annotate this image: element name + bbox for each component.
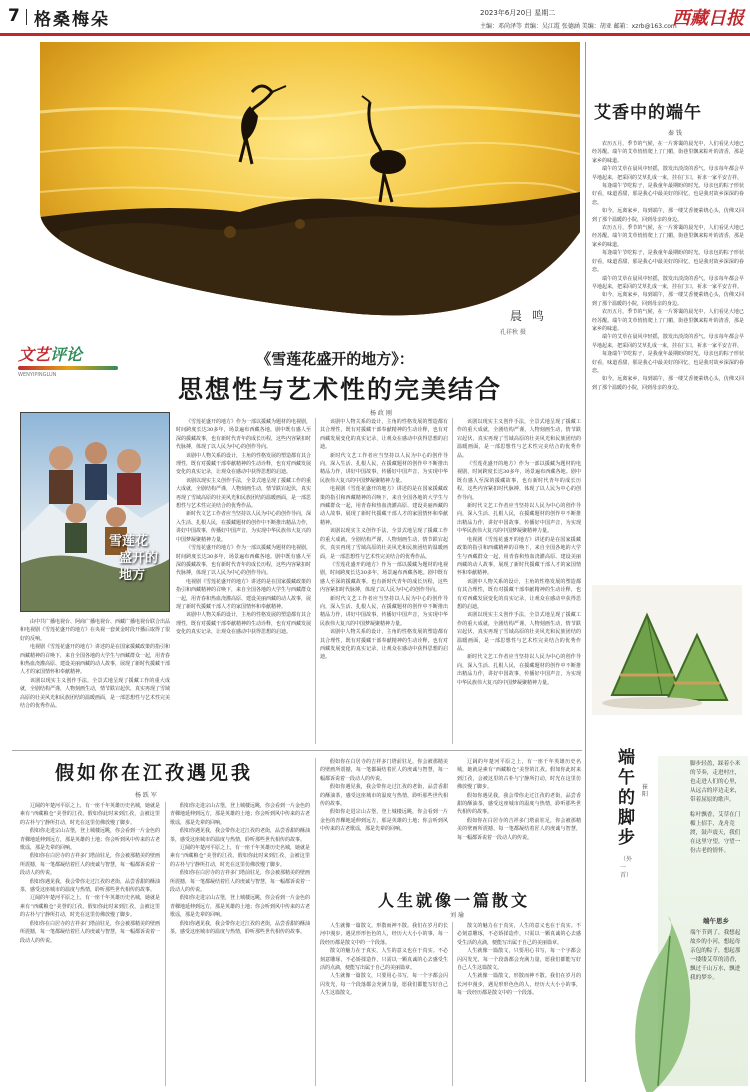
article2-title: 假如你在江孜遇见我 xyxy=(55,762,254,784)
article2-paragraph: 假如你走进宗山古堡，登上城楼远眺，你会看到一片金色的青稞地延伸到远方，那是英雄的土地；你会听到风中传来的古老歌谣，那是先辈的回响。 xyxy=(320,809,448,833)
article2-paragraph: 假如你在白居寺的吉祥多门塔前驻足，你会被那精美的壁画所震撼，每一笔都凝结着匠人的虔诚与智慧，每一幅都诉说着一段动人的传说。 xyxy=(170,870,310,894)
article1-paragraph: 电视剧《雪莲花盛开的地方》讲述的是在国家援藏政策的指引和西藏精神的召唤下，来自全国各地的大学生与西藏群众一起，用青春和热血浇灌高原、建设美丽西藏的动人故事，展现了新时代援藏干部人才的家国情怀和奉献精神。 xyxy=(457,536,581,577)
page-number: 7 xyxy=(8,6,20,26)
right-article-paragraph: 如今，远离家乡，每到端午，那一缕艾香便萦绕心头，仿佛又回到了那个温暖的小院，回到母亲的身边。 xyxy=(592,292,744,307)
article3-author: 刘 瑜 xyxy=(450,912,464,919)
article3-title: 人生就像一篇散文 xyxy=(378,891,531,910)
right-article-paragraph: 农历五月，季节的气候，在一片雾霭的晨光中，人们看见大地已经苏醒。端午的艾草悄悄爬上了门楣，街巷里飘来粽叶的清香，那是家乡的味道。 xyxy=(592,141,744,164)
issue-date: 2023年6月20日 星期二 xyxy=(480,9,556,17)
article3-column-1 xyxy=(320,922,448,1086)
poem-stanza: 脚步轻盈，踩着小米的节奏，走进村庄，也走进人们的心里，从远古的岸边走来，带着屈原的歌声。 xyxy=(690,761,741,803)
poem-author: 崔 阳 xyxy=(642,784,649,798)
section-rule xyxy=(12,750,582,751)
article1-paragraph: 新时代文艺工作者应当坚持以人民为中心的创作导向，深入生活、扎根人民，在援藏题材的创作中不断推出精品力作，讲好中国故事，传播好中国声音，为实现中华民族伟大复兴的中国梦凝聚精神力量。 xyxy=(320,452,448,484)
poster-title xyxy=(109,533,169,584)
article2-paragraph: 假如你走进宗山古堡，登上城楼远眺，你会看到一片金色的青稞地延伸到远方，那是英雄的土地；你会听到风中传来的古老歌谣，那是先辈的回响。 xyxy=(20,828,160,852)
poem-second-title: 端午思乡 xyxy=(703,917,729,925)
column-logo-pinglun: 评论 xyxy=(50,345,83,364)
article3-paragraph: 散文的魅力在于真实，人生的意义也在于真实。不必刻意雕琢，不必矫揉造作，只需以一颗真诚的心去感受生活的点滴，便能写出属于自己的美丽篇章。 xyxy=(320,948,448,972)
poster-title-line1: 雪莲花 xyxy=(109,534,149,549)
article2-column-2 xyxy=(170,802,310,1086)
right-article-paragraph: 端午的艾草在晨风中轻摇，散发出淡淡的香气。母亲每年都会早早地起来，把采回的艾草扎成一束，挂在门口，祈求一家平安吉祥。 xyxy=(592,275,744,290)
article-headline: 思想性与艺术性的完美结合 xyxy=(177,375,502,404)
right-article-paragraph: 农历五月，季节的气候，在一片雾霭的晨光中，人们看见大地已经苏醒。端午的艾草悄悄爬上了门楣，街巷里飘来粽叶的清香，那是家乡的味道。 xyxy=(592,225,744,248)
article3-paragraph: 人生就像一篇散文，只要用心书写，每一个字都会闪闪发光，每一个段落都会充满力量，愿我们都能写好自己人生这篇散文。 xyxy=(320,973,448,997)
photo-credit: 孔祥秋 摄 xyxy=(500,329,526,336)
paper-name: 西藏日报 xyxy=(672,8,744,29)
article2-paragraph: 假如你遇见我，我会带你走过江孜的老街，品尝香甜的酥油茶，感受这座城市的温度与热情，聆听那些世代相传的故事。 xyxy=(320,784,448,808)
article1-paragraph: 新时代文艺工作者应当坚持以人民为中心的创作导向，深入生活、扎根人民，在援藏题材的创作中不断推出精品力作，讲好中国故事，传播好中国声音，为实现中华民族伟大复兴的中国梦凝聚精神力量。 xyxy=(457,654,581,686)
poem-subtitle: （外一首） xyxy=(620,856,633,879)
article1-paragraph: 该剧以现实主义创作手法，全景式地呈现了援藏工作的重大成就，全剧结构严谨，人物刻画生动，情节跌宕起伏，真实再现了雪域高原的壮美风光和民族团结的温暖画面，是一部思想性与艺术性完美结合的优秀作品。 xyxy=(457,612,581,652)
article1-paragraph: 新时代文艺工作者应当坚持以人民为中心的创作导向，深入生活、扎根人民，在援藏题材的创作中不断推出精品力作，讲好中国故事，传播好中国声音，为实现中华民族伟大复兴的中国梦凝聚精神力量。 xyxy=(457,503,581,535)
column-divider xyxy=(315,758,316,1086)
article2-paragraph: 假如你在白居寺的吉祥多门塔前驻足，你会被那精美的壁画所震撼，每一笔都凝结着匠人的虔诚与智慧，每一幅都诉说着一段动人的传说。 xyxy=(320,759,448,782)
article2-paragraph: 辽阔的年楚河平原之上，有一座千年英雄历史名城，她就是素有“西藏粮仓”美誉的江孜。假如你此时来到江孜，会被这里的古朴与宁静所打动，时光在这里仿佛放慢了脚步。 xyxy=(457,759,581,791)
right-article-paragraph: 每逢端午节吃粽子，是我童年最期盼的时光。母亲包的粽子形状好看，味道香甜，那是我心中最美好的回忆，也是我对故乡深深的眷恋。 xyxy=(592,250,744,274)
article1-paragraph: 该剧中人物关系的设计，主角的性格发展的塑造都有其合理性，既有对援藏干部奉献精神的生动诠释，也有对西藏发展变化的真实记录，让观众在感动中获得思想的启迪。 xyxy=(176,452,311,476)
article-subhead: 《雪莲花盛开的地方》： xyxy=(256,350,414,368)
hero-photo-image xyxy=(40,42,580,332)
article1-paragraph: 该剧以现实主义创作手法，全景式地呈现了援藏工作的重大成就，全剧结构严谨，人物刻画生动，情节跌宕起伏，真实再现了雪域高原的壮美风光和民族团结的温暖画面，是一部思想性与艺术性完美结合的优秀作品。 xyxy=(457,419,581,459)
right-article-paragraph: 农历五月，季节的气候，在一片雾霭的晨光中，人们看见大地已经苏醒。端午的艾草悄悄爬上了门楣，街巷里飘来粽叶的清香，那是家乡的味道。 xyxy=(592,309,744,332)
hero-photo xyxy=(40,42,580,336)
article2-paragraph: 辽阔的年楚河平原之上，有一座千年英雄历史名城，她就是素有“西藏粮仓”美誉的江孜。假如你此时来到江孜，会被这里的古朴与宁静所打动，时光在这里仿佛放慢了脚步。 xyxy=(20,803,160,826)
article1-column-3 xyxy=(320,418,448,744)
right-article-paragraph: 端午的艾草在晨风中轻摇，散发出淡淡的香气。母亲每年都会早早地起来，把采回的艾草扎成一束，挂在门口，祈求一家平安吉祥。 xyxy=(592,166,744,181)
poem-title: 端午的脚步 xyxy=(618,748,635,848)
article2-author: 杨 跃 军 xyxy=(135,792,157,799)
article3-paragraph: 散文的魅力在于真实，人生的意义也在于真实。不必刻意雕琢，不必矫揉造作，只需以一颗真诚的心去感受生活的点滴，便能写出属于自己的美丽篇章。 xyxy=(457,923,581,946)
article2-paragraph: 假如你在白居寺的吉祥多门塔前驻足，你会被那精美的壁画所震撼，每一笔都凝结着匠人的虔诚与智慧，每一幅都诉说着一段动人的传说。 xyxy=(20,853,160,877)
editor-credits: 主编：邓尚泽等 责编：吴江霞 张德涵 美编：胡亚 邮箱：xzrb@163.com xyxy=(480,23,677,30)
right-article-paragraph: 端午的艾草在晨风中轻摇，散发出淡淡的香气。母亲每年都会早早地起来，把采回的艾草扎成一束，挂在门口，祈求一家平安吉祥。 xyxy=(592,334,744,349)
article1-caption: 由中共广播电视台、阿商广播电视台、西藏广播电视台联合出品和电视剧《雪莲花盛开的地方》在央视一套黄金时段开播后取得了很好的反响。 xyxy=(20,619,170,642)
right-article-paragraph: 每逢端午节吃粽子，是我童年最期盼的时光。母亲包的粽子形状好看，味道香甜，那是我心中最美好的回忆，也是我对故乡深深的眷恋。 xyxy=(592,183,744,206)
article2-paragraph: 假如你遇见我，我会带你走过江孜的老街，品尝香甜的酥油茶，感受这座城市的温度与热情，聆听那些世代相传的故事。 xyxy=(20,878,160,894)
poem-stanza: 粽叶飘香，艾草在门楣上招手，龙舟竞渡，鼓声震天，我们在这里守望，守望一份古老的情怀。 xyxy=(690,812,741,854)
article1-column-2 xyxy=(176,418,311,744)
zongzi-illustration xyxy=(592,585,742,715)
article2-paragraph: 辽阔的年楚河平原之上，有一座千年英雄历史名城，她就是素有“西藏粮仓”美誉的江孜。假如你此时来到江孜，会被这里的古朴与宁静所打动，时光在这里仿佛放慢了脚步。 xyxy=(170,845,310,868)
article1-paragraph: 《雪莲花盛开的地方》作为一部以援藏为题材的电视剧，时间跨度长达30多年，场景遍布西藏各地。剧中既有感人至深的援藏故事，也有新时代青年的成长历程，这些内容紧扣时代脉搏，体现了以人民为中心的创作导向。 xyxy=(457,461,581,501)
article1-paragraph: 该剧中人物关系的设计，主角的性格发展的塑造都有其合理性，既有对援藏干部奉献精神的生动诠释，也有对西藏发展变化的真实记录，让观众在感动中获得思想的启迪。 xyxy=(176,612,311,636)
article2-column-1 xyxy=(20,802,160,1086)
article2-column-4 xyxy=(457,758,581,880)
poem-second-block xyxy=(690,915,742,1085)
right-column-rule xyxy=(585,42,586,1082)
photo-title: 晨 鸣 xyxy=(510,309,547,323)
article1-paragraph: 新时代文艺工作者应当坚持以人民为中心的创作导向，深入生活、扎根人民，在援藏题材的创作中不断推出精品力作，讲好中国故事，传播好中国声音，为实现中华民族伟大复兴的中国梦凝聚精神力量。 xyxy=(176,511,311,543)
article2-paragraph: 假如你走进宗山古堡，登上城楼远眺，你会看到一片金色的青稞地延伸到远方，那是英雄的土地；你会听到风中传来的古老歌谣，那是先辈的回响。 xyxy=(170,803,310,826)
column-divider xyxy=(165,802,166,1086)
article2-paragraph: 假如你遇见我，我会带你走过江孜的老街，品尝香甜的酥油茶，感受这座城市的温度与热情，聆听那些世代相传的故事。 xyxy=(457,792,581,816)
divider xyxy=(26,9,27,25)
article2-paragraph: 假如你遇见我，我会带你走过江孜的老街，品尝香甜的酥油茶，感受这座城市的温度与热情，聆听那些世代相传的故事。 xyxy=(170,828,310,843)
article1-paragraph: 《雪莲花盛开的地方》作为一部以援藏为题材的电视剧，时间跨度长达30多年，场景遍布西藏各地。剧中既有感人至深的援藏故事，也有新时代青年的成长历程，这些内容紧扣时代脉搏，体现了以人民为中心的创作导向。 xyxy=(320,561,448,594)
article1-paragraph: 《雪莲花盛开的地方》作为一部以援藏为题材的电视剧，时间跨度长达30多年，场景遍布西藏各地。剧中既有感人至深的援藏故事，也有新时代青年的成长历程，这些内容紧扣时代脉搏，体现了以人民为中心的创作导向。 xyxy=(176,419,311,451)
article3-paragraph: 人生就像一篇散文，形散而神不散。我们在岁月的长河中漫步，遇见形形色色的人，经历大大小小的事，每一段经历都是散文中的一个段落。 xyxy=(320,923,448,946)
section-title: 格桑梅朵 xyxy=(34,10,110,30)
article-byline: 杨 政 刚 xyxy=(370,410,392,417)
column-logo-en: WENYIPINGLUN xyxy=(18,372,57,378)
article1-caption-column xyxy=(20,618,170,746)
article2-paragraph: 假如你在白居寺的吉祥多门塔前驻足，你会被那精美的壁画所震撼，每一笔都凝结着匠人的虔诚与智慧，每一幅都诉说着一段动人的传说。 xyxy=(20,920,160,944)
article1-paragraph: 电视剧《雪莲花盛开的地方》讲述的是在国家援藏政策的指引和西藏精神的召唤下，来自全国各地的大学生与西藏群众一起，用青春和热血浇灌高原、建设美丽西藏的动人故事，展现了新时代援藏干部人才的家国情怀和奉献精神。 xyxy=(20,644,170,676)
article2-paragraph: 辽阔的年楚河平原之上，有一座千年英雄历史名城，她就是素有“西藏粮仓”美誉的江孜。假如你此时来到江孜，会被这里的古朴与宁静所打动，时光在这里仿佛放慢了脚步。 xyxy=(20,895,160,919)
column-divider xyxy=(452,922,453,1086)
article1-paragraph: 该剧中人物关系的设计，主角的性格发展的塑造都有其合理性，既有对援藏干部奉献精神的生动诠释，也有对西藏发展变化的真实记录，让观众在感动中获得思想的启迪。 xyxy=(320,419,448,451)
article1-paragraph: 该剧以现实主义创作手法，全景式地呈现了援藏工作的重大成就，全剧结构严谨，人物刻画生动，情节跌宕起伏，真实再现了雪域高原的壮美风光和民族团结的温暖画面，是一部思想性与艺术性完美结合的优秀作品。 xyxy=(20,677,170,710)
article1-paragraph: 该剧以现实主义创作手法，全景式地呈现了援藏工作的重大成就，全剧结构严谨，人物刻画生动，情节跌宕起伏，真实再现了雪域高原的壮美风光和民族团结的温暖画面，是一部思想性与艺术性完美结合的优秀作品。 xyxy=(320,528,448,560)
poster-title-line2: 盛开的地方 xyxy=(119,551,159,583)
article3-paragraph: 人生就像一篇散文，只要用心书写，每一个字都会闪闪发光，每一个段落都会充满力量，愿我们都能写好自己人生这篇散文。 xyxy=(457,948,581,972)
article1-paragraph: 该剧中人物关系的设计，主角的性格发展的塑造都有其合理性，既有对援藏干部奉献精神的生动诠释，也有对西藏发展变化的真实记录，让观众在感动中获得思想的启迪。 xyxy=(320,629,448,661)
zongzi-image xyxy=(592,585,742,715)
article1-paragraph: 该剧中人物关系的设计，主角的性格发展的塑造都有其合理性，既有对援藏干部奉献精神的生动诠释，也有对西藏发展变化的真实记录，让观众在感动中获得思想的启迪。 xyxy=(457,578,581,610)
right-article-paragraph: 如今，远离家乡，每到端午，那一缕艾香便萦绕心头，仿佛又回到了那个温暖的小院，回到母亲的身边。 xyxy=(592,208,744,223)
right-article-title: 艾香中的端午 xyxy=(594,103,702,123)
column-divider xyxy=(452,418,453,744)
article1-paragraph: 《雪莲花盛开的地方》作为一部以援藏为题材的电视剧，时间跨度长达30多年，场景遍布西藏各地。剧中既有感人至深的援藏故事，也有新时代青年的成长历程，这些内容紧扣时代脉搏，体现了以人民为中心的创作导向。 xyxy=(176,545,311,577)
article2-paragraph: 假如你遇见我，我会带你走过江孜的老街，品尝香甜的酥油茶，感受这座城市的温度与热情，聆听那些世代相传的故事。 xyxy=(170,920,310,936)
right-article-author: 秦 钱 xyxy=(668,130,682,137)
column-logo-wenyi: 文艺 xyxy=(18,345,51,364)
article1-paragraph: 新时代文艺工作者应当坚持以人民为中心的创作导向，深入生活、扎根人民，在援藏题材的创作中不断推出精品力作，讲好中国故事，传播好中国声音，为实现中华民族伟大复兴的中国梦凝聚精神力量。 xyxy=(320,595,448,627)
tv-drama-poster xyxy=(20,412,170,612)
article1-column-4 xyxy=(457,418,581,744)
article3-column-2 xyxy=(457,922,581,1086)
right-article-paragraph: 如今，远离家乡，每到端午，那一缕艾香便萦绕心头，仿佛又回到了那个温暖的小院，回到母亲的身边。 xyxy=(592,376,744,391)
article1-paragraph: 该剧以现实主义创作手法，全景式地呈现了援藏工作的重大成就，全剧结构严谨，人物刻画生动，情节跌宕起伏，真实再现了雪域高原的壮美风光和民族团结的温暖画面，是一部思想性与艺术性完美结合的优秀作品。 xyxy=(176,477,311,510)
article3-paragraph: 人生就像一篇散文，形散而神不散。我们在岁月的长河中漫步，遇见形形色色的人，经历大大小小的事，每一段经历都是散文中的一个段落。 xyxy=(457,973,581,997)
right-article-paragraph: 每逢端午节吃粽子，是我童年最期盼的时光。母亲包的粽子形状好看，味道香甜，那是我心中最美好的回忆，也是我对故乡深深的眷恋。 xyxy=(592,351,744,374)
column-divider xyxy=(315,418,316,744)
poem-stanza-block xyxy=(690,760,742,910)
article2-paragraph: 假如你在白居寺的吉祥多门塔前驻足，你会被那精美的壁画所震撼，每一笔都凝结着匠人的虔诚与智慧，每一幅都诉说着一段动人的传说。 xyxy=(457,817,581,841)
poem-stanza: 端午节到了，我想起故乡的小河，想起母亲包的粽子，想起那一缕缕艾草的清香，飘过千山万水，飘进我的梦乡。 xyxy=(690,930,741,981)
article2-paragraph: 假如你走进宗山古堡，登上城楼远眺，你会看到一片金色的青稞地延伸到远方，那是英雄的土地；你会听到风中传来的古老歌谣，那是先辈的回响。 xyxy=(170,895,310,919)
article1-paragraph: 电视剧《雪莲花盛开的地方》讲述的是在国家援藏政策的指引和西藏精神的召唤下，来自全国各地的大学生与西藏群众一起，用青春和热血浇灌高原、建设美丽西藏的动人故事，展现了新时代援藏干部人才的家国情怀和奉献精神。 xyxy=(320,486,448,526)
article2-column-3 xyxy=(320,758,448,880)
right-article-body xyxy=(592,140,744,580)
article1-paragraph: 电视剧《雪莲花盛开的地方》讲述的是在国家援藏政策的指引和西藏精神的召唤下，来自全国各地的大学生与西藏群众一起，用青春和热血浇灌高原、建设美丽西藏的动人故事，展现了新时代援藏干部人才的家国情怀和奉献精神。 xyxy=(176,578,311,610)
masthead xyxy=(0,0,750,36)
